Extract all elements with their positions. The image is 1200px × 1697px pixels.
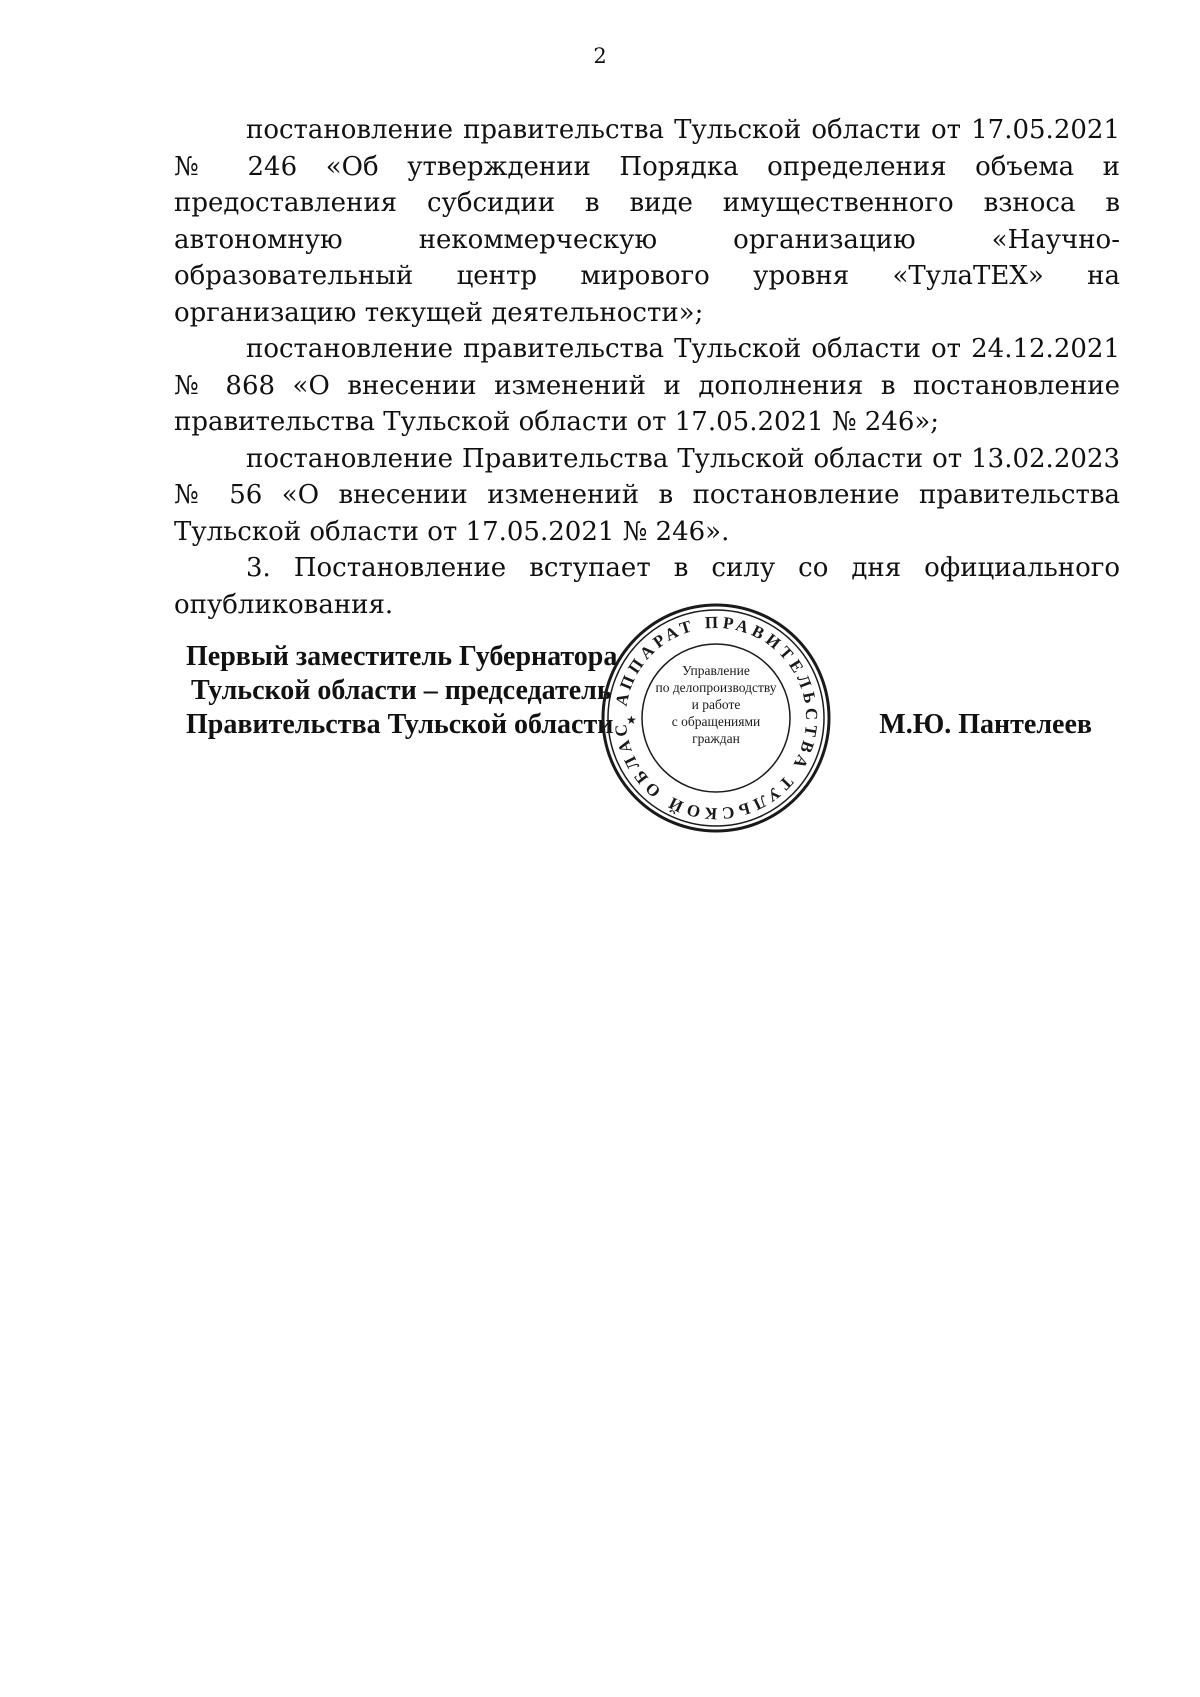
stamp-line: с обращениями [671,714,761,729]
stamp-line: Управление [682,663,750,678]
stamp-line: по делопроизводству [655,680,777,695]
stamp-center-text [636,662,796,747]
page-number: 2 [593,44,607,68]
signatory-position [186,640,617,742]
signatory-position-line: Тульской области – председатель [191,675,612,706]
official-stamp [598,600,834,836]
signatory-name: М.Ю. Пантелеев [879,709,1092,740]
paragraph-resolution-56: постановление Правительства Тульской области от 13.02.2023 № 56 «О внесении изменений в постановление правительства Тульской области от 17.05.2021 № 246». [174,443,1120,547]
stamp-star-icon: ★ [626,713,637,727]
stamp-line: граждан [692,731,740,746]
paragraph-resolution-868: постановление правительства Тульской области от 24.12.2021 № 868 «О внесении изменений и дополнения в постановление правительства Тульской области от 17.05.2021 № 246»; [174,334,1120,437]
document-body [174,112,1120,623]
paragraph-resolution-246: постановление правительства Тульской области от 17.05.2021 № 246 «Об утверждении Порядка определения объема и предоставления субсидии в виде имущественного взноса в автономную некоммерческую организацию «Научно-образовательный центр мирового уровня «ТулаТЕХ» на организацию текущей деятельности»; [174,115,1120,328]
stamp-line: и работе [691,697,741,712]
signatory-position-line: Первый заместитель Губернатора [186,641,618,672]
paragraph-effective-date: 3. Постановление вступает в силу со дня официального опубликования. [174,553,1120,620]
signatory-position-line: Правительства Тульской области [186,709,614,740]
stamp-ring-text: АППАРАТ ПРАВИТЕЛЬСТВА ТУЛЬСКОЙ ОБЛАС [610,612,822,824]
